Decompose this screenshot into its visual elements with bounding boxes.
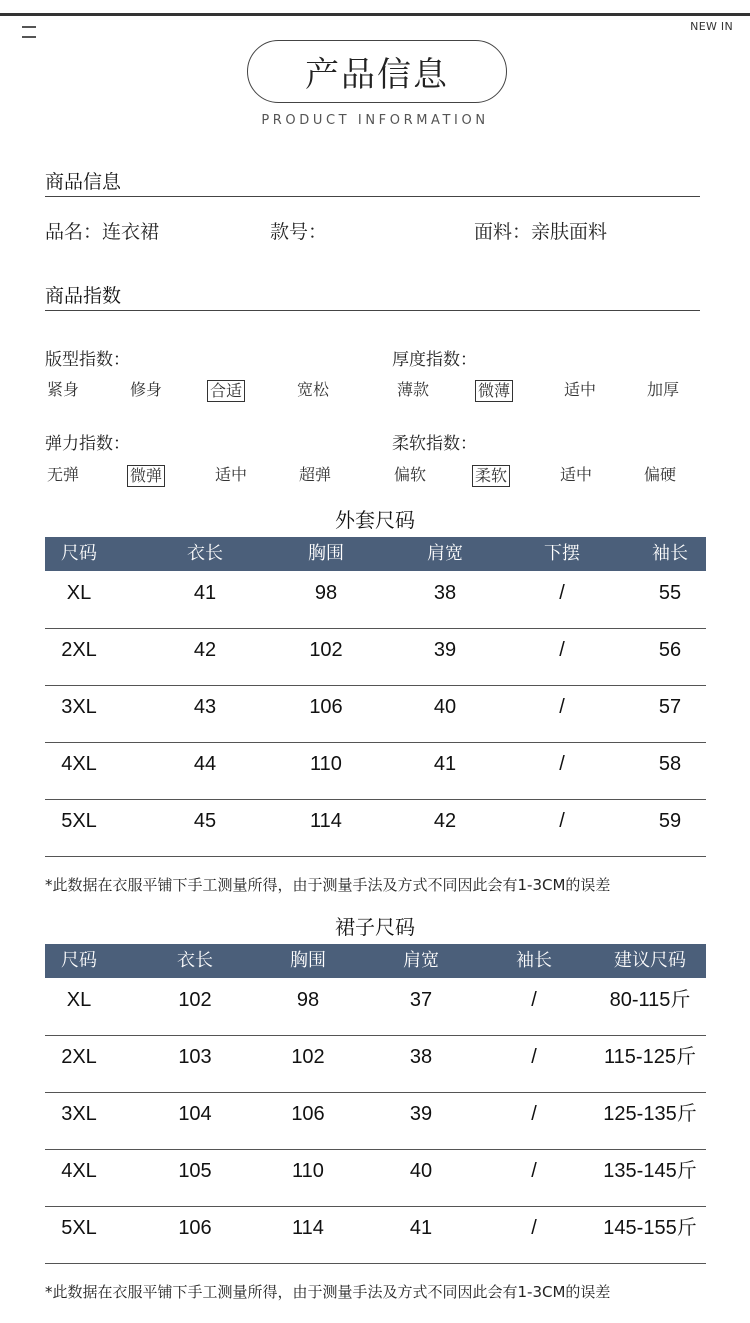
table-cell: 104 xyxy=(178,1103,212,1125)
table-cell: 102 xyxy=(178,989,212,1011)
column-header: 尺码 xyxy=(61,543,97,564)
column-header: 肩宽 xyxy=(403,950,439,971)
table-cell: 43 xyxy=(193,696,217,718)
table-row xyxy=(45,978,706,1036)
table-cell: 110 xyxy=(310,753,342,775)
table-cell: 41 xyxy=(409,1217,433,1239)
index-option-selected: 微薄 xyxy=(475,380,513,402)
table-cell: 5XL xyxy=(61,1217,97,1239)
table-cell: / xyxy=(531,1217,537,1239)
index-option: 适中 xyxy=(560,465,593,484)
column-header: 尺码 xyxy=(61,950,97,971)
table-cell: 3XL xyxy=(61,696,97,718)
table-cell: 145-155斤 xyxy=(603,1217,697,1239)
index-option: 适中 xyxy=(564,380,597,399)
column-header: 衣长 xyxy=(177,950,213,971)
table-cell: 55 xyxy=(658,582,682,604)
table-cell: 42 xyxy=(193,639,217,661)
table-cell: 103 xyxy=(178,1046,212,1068)
column-header: 袖长 xyxy=(652,543,688,564)
table-cell: 102 xyxy=(309,639,343,661)
table-cell: 80-115斤 xyxy=(609,989,691,1011)
table-cell: 114 xyxy=(310,810,342,832)
table-header xyxy=(45,944,706,978)
table-cell: 3XL xyxy=(61,1103,97,1125)
index-option: 修身 xyxy=(130,380,163,399)
index-option: 超弹 xyxy=(299,465,332,484)
table-cell: XL xyxy=(66,989,92,1011)
table-cell: 106 xyxy=(178,1217,212,1239)
table-cell: / xyxy=(559,753,565,775)
index-option-selected: 合适 xyxy=(207,380,245,402)
table-cell: / xyxy=(531,1046,537,1068)
table-row xyxy=(45,1206,706,1264)
column-header: 衣长 xyxy=(187,543,223,564)
table-row xyxy=(45,742,706,800)
index-option: 加厚 xyxy=(647,380,680,399)
table-cell: 4XL xyxy=(61,1160,97,1182)
table-cell: / xyxy=(559,639,565,661)
table-cell: 2XL xyxy=(61,1046,97,1068)
table-row xyxy=(45,1092,706,1150)
skirt-table-note: *此数据在衣服平铺下手工测量所得，由于测量手法及方式不同因此会有1-3CM的误差 xyxy=(45,1283,611,1301)
skirt-table-title: 裙子尺码 xyxy=(335,915,415,939)
table-cell: 41 xyxy=(193,582,217,604)
product-index-title: 商品指数 xyxy=(45,285,122,307)
table-cell: 115-125斤 xyxy=(604,1046,696,1068)
table-cell: 135-145斤 xyxy=(603,1160,697,1182)
index-option: 偏硬 xyxy=(644,465,677,484)
table-row xyxy=(45,628,706,686)
table-cell: 5XL xyxy=(61,810,97,832)
table-cell: 58 xyxy=(658,753,682,775)
product-info-title: 商品信息 xyxy=(45,171,122,193)
table-cell: 4XL xyxy=(61,753,97,775)
index-option-selected: 微弹 xyxy=(127,465,165,487)
table-cell: / xyxy=(559,810,565,832)
index-option: 适中 xyxy=(215,465,248,484)
top-bar xyxy=(0,0,750,16)
table-cell: 106 xyxy=(309,696,343,718)
section-divider xyxy=(45,196,700,197)
table-cell: 41 xyxy=(433,753,457,775)
table-row xyxy=(45,1149,706,1207)
table-cell: 40 xyxy=(409,1160,433,1182)
section-divider xyxy=(45,310,700,311)
table-header xyxy=(45,537,706,571)
column-header: 胸围 xyxy=(290,950,326,971)
table-cell: / xyxy=(531,1160,537,1182)
column-header: 建议尺码 xyxy=(614,950,686,971)
column-header: 袖长 xyxy=(516,950,552,971)
new-in-label: NEW IN xyxy=(690,20,733,33)
column-header: 下摆 xyxy=(544,543,580,564)
coat-table-note: *此数据在衣服平铺下手工测量所得，由于测量手法及方式不同因此会有1-3CM的误差 xyxy=(45,876,611,894)
index-label: 弹力指数： xyxy=(45,434,130,454)
table-cell: / xyxy=(559,696,565,718)
table-cell: 39 xyxy=(409,1103,433,1125)
index-option-selected: 柔软 xyxy=(472,465,510,487)
product-fabric: 面料：亲肤面料 xyxy=(474,221,608,243)
table-cell: 45 xyxy=(193,810,217,832)
table-cell: 110 xyxy=(292,1160,324,1182)
product-name: 品名：连衣裙 xyxy=(45,221,160,243)
page-subtitle: PRODUCT INFORMATION xyxy=(261,113,489,128)
table-cell: 105 xyxy=(178,1160,212,1182)
table-cell: / xyxy=(531,1103,537,1125)
table-cell: XL xyxy=(66,582,92,604)
coat-size-table xyxy=(45,537,706,847)
table-cell: 37 xyxy=(409,989,433,1011)
page-title: 产品信息 xyxy=(247,40,507,103)
index-option: 无弹 xyxy=(47,465,80,484)
table-cell: 39 xyxy=(433,639,457,661)
index-label: 厚度指数： xyxy=(392,350,477,370)
index-label: 柔软指数： xyxy=(392,434,477,454)
table-cell: 38 xyxy=(409,1046,433,1068)
table-cell: 125-135斤 xyxy=(603,1103,697,1125)
table-cell: 114 xyxy=(292,1217,324,1239)
column-header: 肩宽 xyxy=(427,543,463,564)
index-option: 薄款 xyxy=(397,380,430,399)
index-label: 版型指数： xyxy=(45,350,130,370)
table-row xyxy=(45,799,706,857)
coat-table-title: 外套尺码 xyxy=(335,508,415,532)
table-cell: 102 xyxy=(291,1046,325,1068)
index-option: 宽松 xyxy=(297,380,330,399)
column-header: 胸围 xyxy=(308,543,344,564)
table-cell: 2XL xyxy=(61,639,97,661)
index-option: 偏软 xyxy=(394,465,427,484)
table-row xyxy=(45,571,706,629)
table-cell: 56 xyxy=(658,639,682,661)
table-cell: 44 xyxy=(193,753,217,775)
table-cell: / xyxy=(559,582,565,604)
table-cell: 59 xyxy=(658,810,682,832)
table-cell: 98 xyxy=(296,989,320,1011)
table-cell: 42 xyxy=(433,810,457,832)
table-cell: 38 xyxy=(433,582,457,604)
table-cell: 40 xyxy=(433,696,457,718)
table-cell: 57 xyxy=(658,696,682,718)
index-option: 紧身 xyxy=(47,380,80,399)
product-model: 款号： xyxy=(270,221,328,243)
skirt-size-table xyxy=(45,944,706,1254)
table-cell: 98 xyxy=(314,582,338,604)
table-cell: 106 xyxy=(291,1103,325,1125)
table-row xyxy=(45,1035,706,1093)
table-row xyxy=(45,685,706,743)
menu-icon[interactable] xyxy=(22,26,36,38)
table-cell: / xyxy=(531,989,537,1011)
